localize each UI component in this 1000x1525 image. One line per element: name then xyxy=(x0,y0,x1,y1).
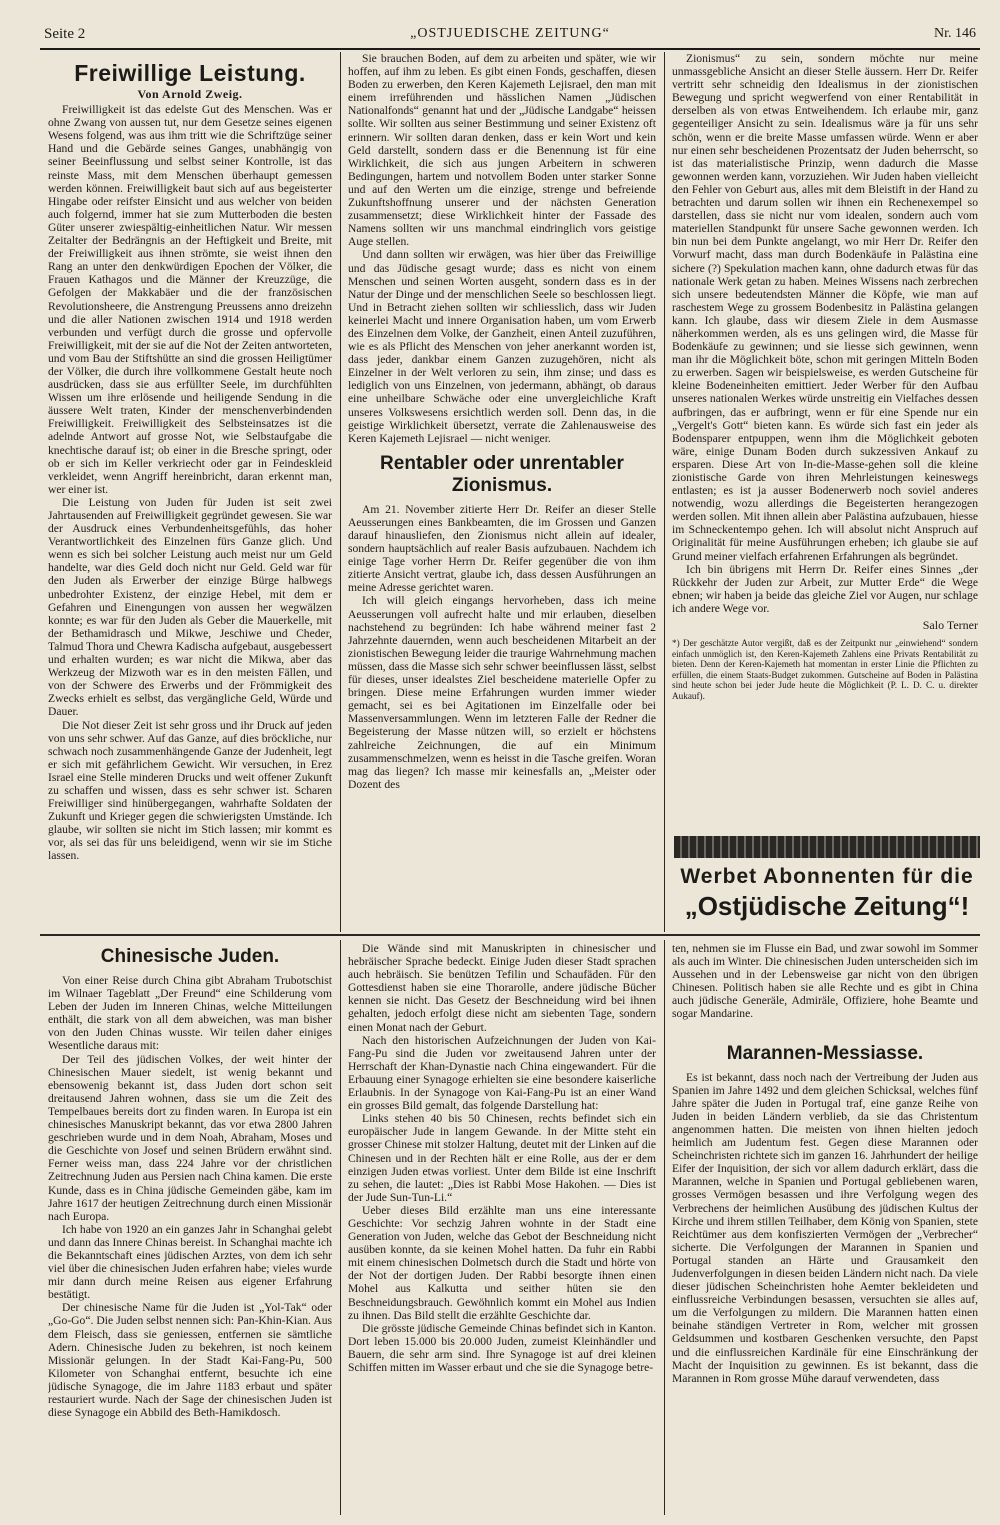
advert-line-2: „Ostjüdische Zeitung“! xyxy=(684,891,970,921)
column-rule xyxy=(664,940,665,1515)
paragraph: Es ist bekannt, dass noch nach der Vertreibung der Juden aus Spanien im Jahre 1492 und dem gleichen Schicksal, welches fünf Jahre später die Juden in Portugal traf, eine ganze Reihe von Juden in beiden Ländern verblieb, da sie das Christentum angenommen hatten. Die meisten von ihnen hielten jedoch heimlich am Judentum fest. Gegen diese Marannen oder Scheinchristen richtete sich im ganzen 16. Jahrhundert der heilige Eifer der Inquisition, der sich vor allem dadurch erklärt, dass die Marannen, welche in Spanien und Portugal gebliebenen waren, grosses Vermögen besassen und ihre Verfolgung wegen des Verbrechens der heimlichen Ausübung des jüdischen Kultus der Kirche und ihrem stillen Teilhaber, dem König von Spanien, stete Reichtümer aus dem konfiszierten Vermögen der „Verbrecher“ sicherte. Die Verfolgungen der Marannen in Spanien und Portugal standen an Härte und Grausamkeit den Judenverfolgungen in diesen beiden Ländern nicht nach. Da viele dieser jüdischen Scheinchristen hohe Aemter bekleideten und einflussreiche Verbindungen besassen, versuchten sie alles auf, um die Verfolgungen zu mildern. Die Marannen hatten einen beinahe ständigen Vertreter in Rom, welcher mit grossen Geldsummen und kostbaren Geschenken versuchte, den Papst und die einflussreichen Kardinäle für eine Einschränkung der Macht der Inquisition zu gewinnen. Es ist bekannt, dass die Marannen in Rom grosse Mühe darauf verwendeten, dass xyxy=(672,1070,978,1385)
editor-footnote: *) Der geschätzte Autor vergißt, daß es der Zeitpunkt nur „einwiehend“ sondern einfach unmöglich ist, den Keren-Kajemeth Zahlens eine Privats Rentabilität zu bieten. Denn der Keren-Kajemeth hat momentan in erster Linie die Pflichten zu erfüllen, die einem Staats-Budget zukommen. Gutscheine auf Boden in Palästina sind heute schon bei jeder Jude heute die Möglichkeit (P. L. D. C. u. direkter Aukauf). xyxy=(672,638,978,701)
paragraph: Freiwilligkeit ist das edelste Gut des Menschen. Was er ohne Zwang von aussen tut, nur dem Gesetze seines eigenen Wesens folgend, was aus ihm tritt wie die Schriftzüge seiner Hand und die Gebärde seines Ganges, unabhängig von seiner Beeinflussung und selbst seiner Kontrolle, ist das reinste Mass, mit dem Menschen überhaupt gemessen werden können. Freiwilligkeit baut sich auf aus begeisterter Hingabe oder reifster Einsicht und aus welcher von beiden auch folgernd, immer hat sie zum Mutterboden die besten Güter unserer zwiespältig-einheitlichen Natur. Wir messen Zeitalter der Bedrängnis an der Heftigkeit und Breite, mit der Freiwilligkeit aus ihnen strömte, sie weist ihnen den Rang an unter den denkwürdigen Epochen der Völker, die Frauen Kathagos und die Männer der Kreuzzüge, die Gefolgen der Makkabäer und die der französischen Revolutionsheere, die Anstrengung Preussens anno dreizehn und die aller Nationen zwischen 1914 und 1918 werden verbunden und verfügt durch die grosse und opfervolle Freiwilligkeit, mit der sie auf die Not der Zeiten antworteten, und vom Bau der Stiftshütte an sind die grossen Heiligtümer der Völker, die durch ihre vollkommene Gestalt heute noch ausdrücken, dass sie aus erfüllter Seele, im durchfühlten Wissen um ihre erlösende und heiligende Sendung in die äussere Welt traten, Kinder der menschenverbindenden Freiwilligkeit. Freiwilligkeit des Selbsteinsatzes ist die adelnde Antwort auf grosse Not, wie Selbstaufgabe die knechtische darauf ist; ob einer in die Bresche springt, oder ob er sich im Keller verkriecht oder gar in Feindeskleid verkleidet, wenn Angriff hereinbricht, daran erkennt man, wer einer ist. xyxy=(48,103,332,496)
paragraph: Links stehen 40 bis 50 Chinesen, rechts befindet sich ein europäischer Jude in langem Gewande. In der Mitte steht ein grosser Chinese mit stolzer Haltung, deutet mit der Linken auf die Chinesen und in der Rechten hält er eine Rolle, aus der er dem einzigen Juden etwas vorliest. Unter dem Bilde ist eine Inschrift zu sehen, die lautet: „Dies ist Rabbi Mose Hakohen. — Dies ist der Jude Sun-Tun-Li.“ xyxy=(348,1112,656,1204)
section-divider xyxy=(40,934,980,936)
article-freiwillige-leistung-col1 xyxy=(48,58,332,930)
masthead xyxy=(40,22,980,50)
article-title: Marannen-Messiasse. xyxy=(726,1042,924,1064)
paragraph: Ich will gleich eingangs hervorheben, dass ich meine Aeusserungen voll aufrecht halte und mir erlauben, dieselben nachstehend zu begründen: Ich habe während meiner fast 2 Jahrzehnte dauernden, wenn auch bescheidenen Mitarbeit an der zionistischen Bewegung leider die traurige Wahrnehmung machen müssen, dass die Masse sich sehr schwer beeinflussen lässt, selbst für dieses, unser idealstes Ziel bescheidene materielle Opfer zu bringen. Diese meine Erfahrungen wurden immer wieder gemacht, sei es bei Agitationen im Einzelfalle oder bei Massenversammlungen. Wenn im letzteren Falle der Redner die Begeisterung der Masse nützen will, so erzielt er höchstens zahlreiche Zeichnungen, die auf ein Minimum zusammenschmelzen, wenn es heisst in die Tasche greifen. Woran mag das liegen? Ich masse mir keinesfalls an, „Meister oder Dozent des xyxy=(348,594,656,791)
paragraph: Ueber dieses Bild erzählte man uns eine interessante Geschichte: Vor sechzig Jahren wohnte in der Stadt eine Generation von Juden, welche das Gebot der Beschneidung nicht ausüben konnte, da sie keinen Mohel hatten. Da fuhr ein Rabbi mit einem chinesischen Dolmetsch durch die Stadt und hörte von der Not der dortigen Juden. Der Rabbi besorgte ihnen einen Mohel aus Kalkutta und seither hüten sie den Beschneidungsbrauch. Gewöhnlich kommt ein Mohel aus Indien zu ihnen. Das Bild stellt die erzählte Geschichte dar. xyxy=(348,1203,656,1322)
paragraph: Der chinesische Name für die Juden ist „Yol-Tak“ oder „Go-Go“. Die Juden selbst nennen sich: Pan-Khin-Kian. Aus dem Fleisch, dass sie geniessen, entfernen sie sämtliche Adern. Chinesische Juden zu bekehren, ist noch keinem Missionär gelungen. In der Stadt Kai-Fang-Pu, 500 Kilometer von Schanghai entfernt, besuchte ich eine jüdische Synagoge, die im Jahre 1183 erbaut und später restauriert wurde. Nach der Sage der chinesischen Juden ist diese Synagoge ein Abbild des Beth-Hamikdosch. xyxy=(48,1301,332,1420)
article-column-3 xyxy=(672,52,978,832)
paragraph: Ich habe von 1920 an ein ganzes Jahr in Schanghai gelebt und dann das Innere Chinas bereist. In Schanghai machte ich die Bekanntschaft eines jüdischen Arztes, von dem ich sehr viel über die chinesischen Juden erfahren habe; vieles wurde mir dann durch meine Reisen aus eigener Erfahrung bestätigt. xyxy=(48,1222,332,1302)
article-title: Rentabler oder unrentabler Zionismus. xyxy=(380,452,624,496)
paragraph: ten, nehmen sie im Flusse ein Bad, und zwar sowohl im Sommer als auch im Winter. Die chinesischen Juden unterscheiden sich im Aussehen und in der Lebensweise gar nicht von den übrigen Chinesen. Politisch haben sie alle Rechte und es gibt in China auch jüdische Generäle, Admiräle, Offiziere, hohe Beamte und sogar Mandarine. xyxy=(672,942,978,1021)
paragraph: Die Not dieser Zeit ist sehr gross und ihr Druck auf jeden von uns sehr schwer. Auf das Ganze, auf dies bröckliche, nur schwach noch zusammenhängende Ganze der Judenheit, legt er sich mit gefährlichem Gewicht. Wir versuchen, in Erez Israel eine Stelle minderen Drucks und weit offener Zukunft zu schaffen und wissen, dass es sehr schwer ist. Scharen Freiwilliger sind hinübergegangen, wahrhafte Soldaten der Zukunft und Krieger gegen die schwierigsten Umstände. Ich glaube, wir sollten sie nicht im Stich lassen; mir kommt es vor, als sei das für uns beleidigend, wenn wir sie im Stiche lassen. xyxy=(48,718,332,863)
author-signature: Salo Terner xyxy=(922,618,978,633)
article-title: Freiwillige Leistung. xyxy=(74,60,306,86)
paragraph: Nach den historischen Aufzeichnungen der Juden von Kai-Fang-Pu sind die Juden vor zweitausend Jahren unter der Herrschaft der Khan-Dynastie nach China eingewandert. Für die Erbauung einer Synagoge erhielten sie eine besondere kaiserliche Erlaubnis. In der Synagoge von Kai-Fang-Pu ist an einer Wand ein grosses Bild gemalt, das folgende Darstellung hat: xyxy=(348,1033,656,1113)
paragraph: Zionismus“ zu sein, sondern möchte nur meine unmassgebliche Ansicht an dieser Stelle äussern. Herr Dr. Reifer vertritt sehr schneidig den Idealismus in der zionistischen Bewegung und spricht wegwerfend von einer Rentabilität in derselben als von etwas Entweihendem. Ich erlaube mir, ganz gegenteiliger Ansicht zu sein. Idealismus wäre ja für uns sehr schön, wenn er die breite Masse umfassen würde. Wenn er aber nur einen sehr bescheidenen Prozentsatz der Juden beherrscht, so ist das materialistische Prinzip, wenn dadurch die Masse gewonnen werden kann, vorzuziehen. Wir Juden haben vielleicht den Fehler von Geburt aus, alles mit dem Bleistift in der Hand zu betrachten und darum sollen wir ihnen ein Rechenexempel so darstellen, dass sie nicht nur vom idealen, sondern auch vom materiellen Standpunkt für unsere Sache gewonnen werden. Ich bin nun bei dem Punkte angelangt, wo mir Herr Dr. Reifer den Vorwurf macht, dass man durch Bodenkäufe in Palästina eine sichere (?) Spekulation machen kann, ohne dadurch etwas für das nationale Werk getan zu haben. Meines Wissens nach zerbrechen sich unsere bedeutendsten Männer die Köpfe, wie man auf raschestem Wege zu grossem Bodenbesitz in Palästina gelangen kann. Ich glaube, dass wir diesem Ziele in dem Ausmasse näherkommen werden, als es uns gelingen wird, die Masse für Bodenkäufe zu gewinnen; und sie liesse sich gewinnen, wenn man ihr die Möglichkeit böte, schon mit geringen Mitteln Boden zu erwerben. Sagen wir beispielsweise, es werden Gutscheine für kleine Bodeneinheiten emittiert. Jeder Werber für den Aufbau unseres nationalen Werkes würde unstreitig ein Vielfaches dessen aufbringen, das er aufbringt, wenn er für eine Spende nur ein „Vergelt's Gott“ bieten kann. Es würde sich fast ein jeder als Bodensparer entpuppen, wenn ihm die Möglichkeit geboten wäre, einige Dunam Boden durch sukzessiven Ankauf zu ersparen. Diese Art von In-die-Masse-gehen soll die kleine zionistische Garde von ihren Mehrleistungen keineswegs entlasten; es ist ja ausser Bodenerwerb noch soviel anderes notwendig, wozu allerdings die Begeisterten herangezogen werden sollen. Mit ihnen allein aber Palästina aufzubauen, hiesse im Schneckentempo gehen. Ich will absolut nicht Anspruch auf Originalität für meine Ausführungen erheben; ich glaube sie auf Grund meiner vielfach erfahrenen Erfahrungen als begründet. xyxy=(672,52,978,563)
column-rule xyxy=(340,940,341,1515)
paragraph: Ich bin übrigens mit Herrn Dr. Reifer eines Sinnes „der Rückkehr der Juden zur Arbeit, zur Mutter Erde“ die Wege ebnen; wir haben ja beide das gleiche Ziel vor Augen, nur schlage ich andere Wege vor. xyxy=(672,562,978,615)
article-byline: Von Arnold Zweig. xyxy=(137,87,243,101)
paragraph: Die Wände sind mit Manuskripten in chinesischer und hebräischer Sprache bedeckt. Einige Juden dieser Stadt sprachen auch hebräisch. Sie benützen Tefilin und Schaufäden. Für den Gottesdienst haben sie eine Thorarolle, andere jüdische Bücher kennen sie nicht. Das Gesetz der Beschneidung wird bei ihnen gehalten, jedoch erfolgt diese nicht am siebenten Tage, sondern einen Monat nach der Geburt. xyxy=(348,942,656,1034)
article-title: Chinesische Juden. xyxy=(100,946,280,967)
column-rule xyxy=(664,52,665,932)
paragraph: Und dann sollten wir erwägen, was hier über das Freiwillige und das Jüdische gesagt wurde; dass es nicht von einem Menschen und seinen Worten ausgeht, sondern dass es in der Natur der Dinge und der menschlichen Seele so beschlossen liegt. Und in Betracht ziehen sollten wir schliesslich, dass wir Juden keinerlei Macht und innere Organisation haben, um vom Erwerb des Einzelnen dem Volke, der Ganzheit, einen Anteil zuzuführen, wie es als Pflicht des Menschen von jeher anerkannt worden ist, dass jeder, dankbar einem Ganzen zuzugehören, nicht als Einzelner in der Welt verloren zu sein, ihm zinse; und dass es lediglich von uns Einzelnen, von jedermann, abhängt, ob daraus eine unheilbare Schwäche oder eine unvergleichliche Kraft unseres Volkswesens ersichtlich werden soll. Denn das, in die geistige Wirklichkeit übersetzt, verrate die Zahlenausweise des Keren Kajemeth Lejisrael — nicht weniger. xyxy=(348,248,656,445)
article-chinesische-juden-col2 xyxy=(348,942,656,1517)
article-column-3-bottom xyxy=(672,942,978,1517)
paragraph: Von einer Reise durch China gibt Abraham Trubotschist im Wilnaer Tageblatt „Der Freund“ eine Schilderung vom Leben der Juden im Inneren Chinas, welche Mitteilungen enthält, die stark von all dem abweichen, was man bisher von den Juden Chinas wusste. Wir teilen daher einiges Wesentliche daraus mit: xyxy=(48,974,332,1053)
paragraph: Am 21. November zitierte Herr Dr. Reifer an dieser Stelle Aeusserungen eines Bankbeamten, die im Grossen und Ganzen darauf hinausliefen, den Zionismus nicht allein auf idealer, sondern hauptsächlich auf realer Basis aufzubauen. Nachdem ich einige Tage vorher Herrn Dr. Reifer gegenüber die von ihm zitierte Ansicht vertrat, glaube ich, dass dessen Ausführungen an meine Adresse gerichtet waren. xyxy=(348,502,656,595)
subscription-advert xyxy=(674,836,980,928)
issue-number: Nr. 146 xyxy=(934,26,976,41)
column-rule xyxy=(340,52,341,932)
advert-ornament-bar xyxy=(674,836,980,858)
paragraph: Die Leistung von Juden für Juden ist seit zwei Jahrtausenden auf Freiwilligkeit gegründet gewesen. Sie war der Ausdruck eines Verbundenheitsgefühls, das hoher Verantwortlichkeit des Einzelnen fürs Ganze glich. Und wenn es sich bei solcher Leistung auch meist nur um Geld handelte, war dies Geld doch nicht nur Geld. Geld war für den Juden als Erwerber der einzige Bürge halbwegs unbedrohter Existenz, der einzige Hebel, mit dem er Gefahren und Einengungen von aussen her wegwälzen konnte; es war für den Juden als Geber die Mauerkelle, mit der Bethamidrasch und Mikwe, Jeschiwe und Cheder, Talmud Thora und Chewra Kadischa aufgebaut, ausgebessert und erhalten wurden; es war nicht die Mikwa, aber das Werkzeug der Mizwoth war es in den meisten Fällen, und von der Schwere des Erwerbs und der Frömmigkeit des Zwecks erhielt es selbst, das vergängliche Geld, Würde und Dauer. xyxy=(48,495,332,719)
article-column-2 xyxy=(348,52,656,930)
newspaper-title: „OSTJUEDISCHE ZEITUNG“ xyxy=(410,26,610,41)
paragraph: Die grösste jüdische Gemeinde Chinas befindet sich in Kanton. Dort leben 15.000 bis 20.000 Juden, zumeist Kleinhändler und Bauern, die sehr arm sind. Ihre Synagoge ist auf drei kleinen Schiffen mitten im Wasser erbaut und che sie die Synagoge betre- xyxy=(348,1321,656,1374)
page-number-label: Seite 2 xyxy=(44,26,86,42)
advert-line-1: Werbet Abonnenten für die xyxy=(680,865,974,888)
article-chinesische-juden-col1 xyxy=(48,942,332,1517)
paragraph: Sie brauchen Boden, auf dem zu arbeiten und später, wie wir hoffen, auf ihm zu leben. Es gibt einen Fonds, geschaffen, diesen Boden zu erwerben, den Keren Kajemeth Lejisrael, den man mit einem irreführenden und hässlichen Namen „Jüdischen Nationalfonds“ genannt hat und der „Jüdische Landgabe“ heissen sollte. Wir sollten aus seiner Bestimmung und seiner Existenz oft erinnern. Wir sollten daran denken, dass er kein Wort und kein Geld darstellt, sondern dass er die Benennung ist für eine Wirklichkeit, die sich aus jungen Arbeitern in schweren Bedingungen, hartem und notvollem Boden unter starker Sonne und auf den Werten um die einzige, strenge und befreiende Zukunftshoffnung unserer und der nächsten Generation zusammensetzt; diese Wirklichkeit hinter der Fassade des Namens sollten wir uns manchmal eindringlich vors geistige Auge stellen. xyxy=(348,52,656,249)
paragraph: Der Teil des jüdischen Volkes, der weit hinter der Chinesischen Mauer siedelt, ist wenig bekannt und ebensowenig bekannt ist, dass Juden dort schon seit dreitausend Jahren wohnen, dass sie um die Zeit des Tempelbaues bereits dort zu finden waren. In Europa ist ein chinesisches Manuskript bekannt, das vor etwa 2800 Jahren geschrieben wurde und in dem Noah, Abraham, Moses und die Geschichte von Josef und seinen Brüdern erwähnt sind. Ferner weiss man, dass 224 Jahre vor der christlichen Zeitrechnung Juden aus Persien nach China kamen. Die erste Kunde, dass es in China jüdische Gemeinden gäbe, kam im Jahre 1617 der heutigen Zeitrechnung durch einen Missionär nach Europa. xyxy=(48,1052,332,1223)
